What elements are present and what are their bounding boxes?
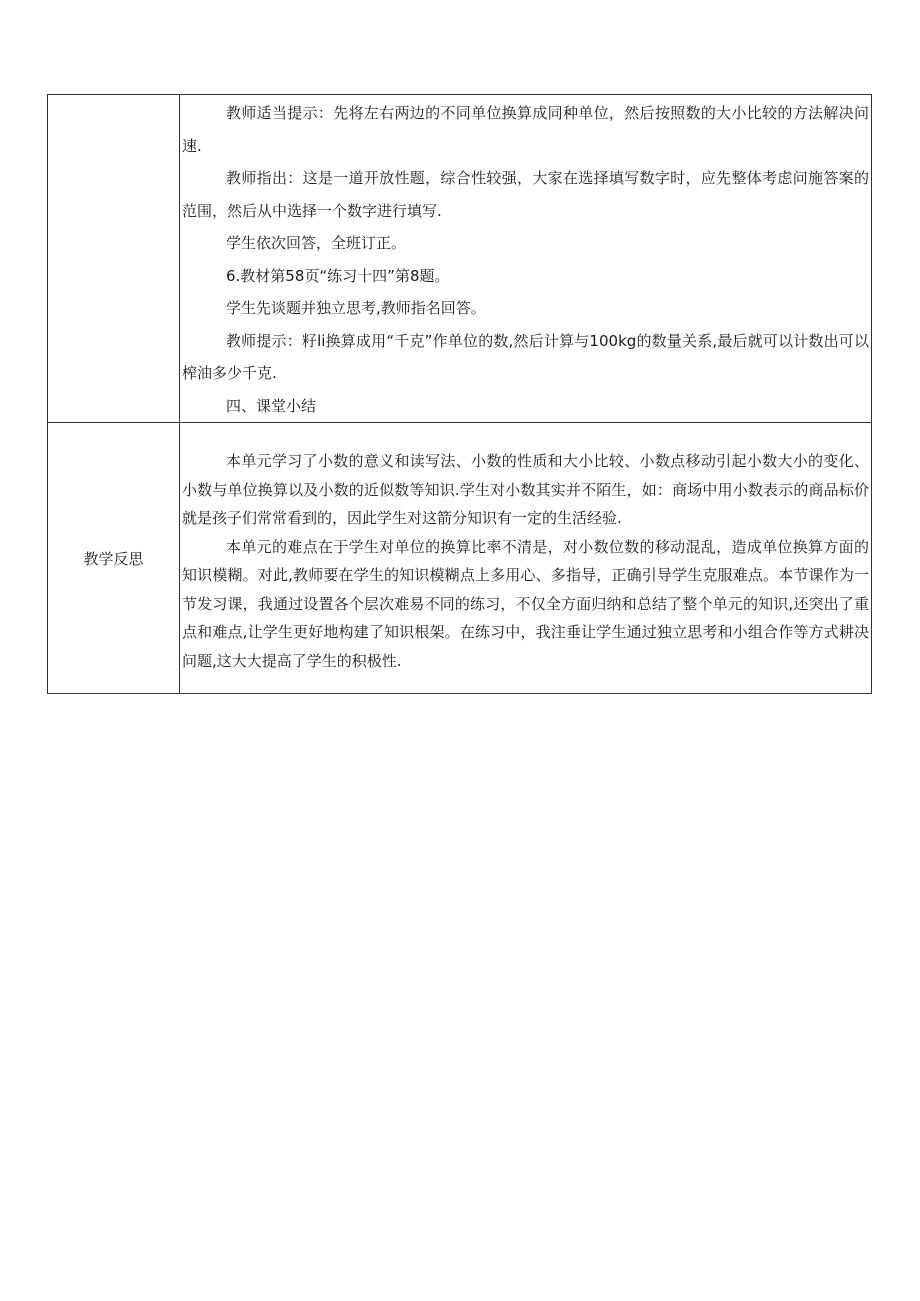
process-content-cell	[180, 95, 872, 423]
teaching-reflection-row	[48, 423, 872, 694]
reflection-top-spacing	[182, 425, 869, 447]
process-paragraph-1: 教师适当提示：先将左右两边的不同单位换算成同种单位，然后按照数的大小比较的方法解决问速.	[182, 104, 869, 155]
process-paragraph-2: 教师指出：这是一道开放性题，综合性较强，大家在选择填写数字时，应先整体考虑问施答案的范围，然后从中选择一个数字进行填写.	[182, 169, 869, 220]
process-paragraph-6: 教师提示：籽li换算成用“千克”作单位的数,然后计算与100kg的数量关系,最后就可以计数出可以榨油多少千克.	[182, 331, 869, 382]
process-paragraph-3: 学生依次回答，全班订正。	[226, 234, 407, 252]
process-paragraph-5: 学生先谈题并独立思考,教师指名回答。	[226, 299, 486, 317]
process-label-cell	[48, 95, 180, 423]
reflection-label: 教学反思	[48, 423, 180, 694]
teaching-process-row	[48, 95, 872, 423]
reflection-paragraph-2: 本单元的难点在于学生对单位的换算比率不清是，对小数位数的移动混乱，造成单位换算方面的知识模糊。对此,教师要在学生的知识模糊点上多用心、多指导，正确引导学生克服难点。本节课作为一节发习课，我通过设置各个层次难易不同的练习，不仅全方面归纳和总结了整个单元的知识,还突出了重点和难点,让学生更好地构建了知识根架。在练习中，我注垂让学生通过独立思考和小组合作等方式耕决问题,这大大提高了学生的积极性.	[182, 537, 869, 670]
process-paragraph-4: 6.教材第58页“练习十四”第8题。	[226, 266, 450, 285]
reflection-paragraph-1: 本单元学习了小数的意义和读写法、小数的性质和大小比较、小数点移动引起小数大小的变化、小数与单位换算以及小数的近似数等知识.学生对小数其实并不陌生，如：商场中用小数表示的商品标价就是孩子们常常看到的，因此学生对这箭分知识有一定的生活经验.	[182, 452, 869, 527]
reflection-content-cell	[180, 423, 872, 694]
section-heading-summary: 四、课堂小结	[226, 396, 317, 415]
lesson-table	[47, 94, 872, 694]
